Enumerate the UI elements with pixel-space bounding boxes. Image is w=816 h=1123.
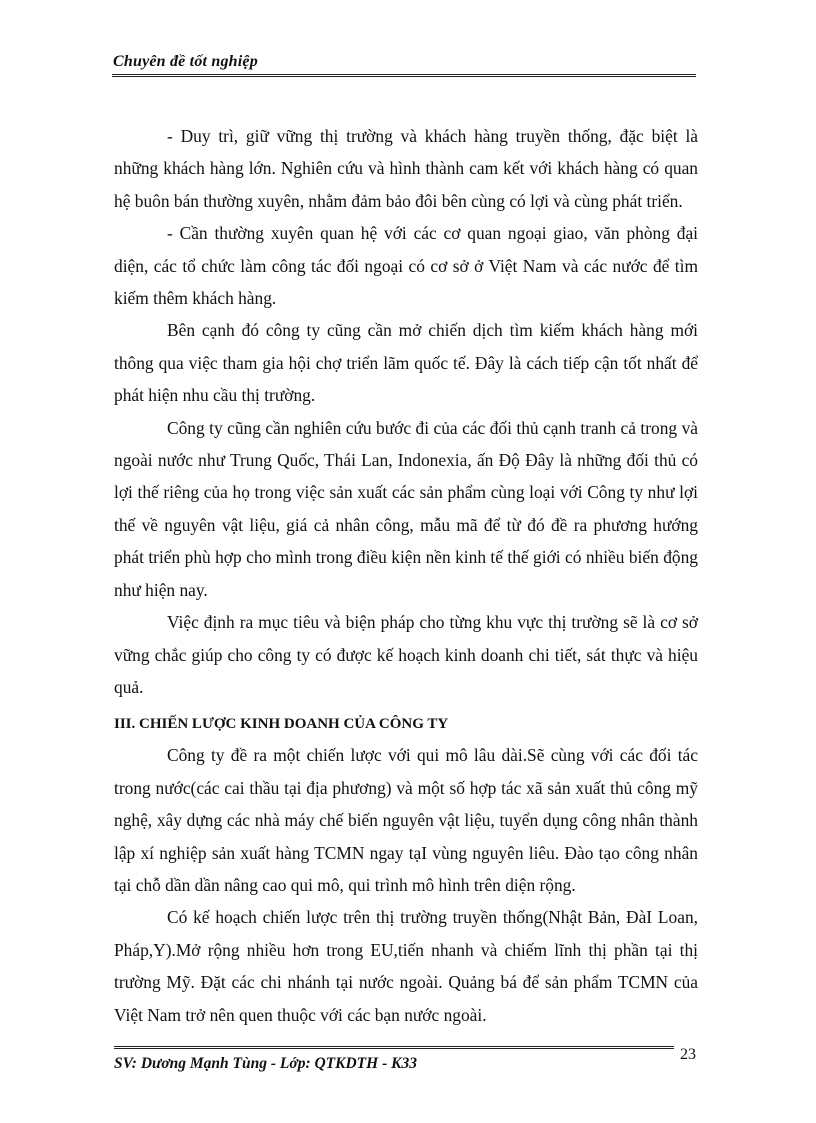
paragraph: - Cần thường xuyên quan hệ với các cơ quan ngoại giao, văn phòng đại diện, các tổ chức làm công tác đối ngoại có cơ sở ở Việt Nam và các nước để tìm kiếm thêm khách hàng. bbox=[114, 223, 698, 309]
page-footer bbox=[114, 1046, 674, 1077]
page-number: 23 bbox=[680, 1046, 696, 1063]
header-title: Chuyên đề tốt nghiệp bbox=[113, 53, 258, 70]
paragraph: Công ty đề ra một chiến lược với qui mô lâu dài.Sẽ cùng với các đối tác trong nước(các cai thầu tại địa phương) và một số hợp tác xã sản xuất thủ công mỹ nghệ, xây dựng các nhà máy chế biến nguyên vật liệu, tuyển dụng công nhân thành lập xí nghiệp sản xuất hàng TCMN ngay tạI vùng nguyên liêu. Đào tạo công nhân tại chỗ dần dần nâng cao qui mô, qui trình mô hình trên diện rộng. bbox=[114, 745, 698, 895]
page-header bbox=[112, 44, 696, 77]
paragraph: Bên cạnh đó công ty cũng cần mở chiến dịch tìm kiếm khách hàng mới thông qua việc tham gia hội chợ triển lãm quốc tế. Đây là cách tiếp cận tốt nhất để phát hiện nhu cầu thị trường. bbox=[114, 320, 698, 406]
paragraph: - Duy trì, giữ vững thị trường và khách hàng truyền thống, đặc biệt là những khách hàng lớn. Nghiên cứu và hình thành cam kết với khách hàng có quan hệ buôn bán thường xuyên, nhằm đảm bảo đôi bên cùng có lợi và cùng phát triển. bbox=[114, 126, 698, 211]
document-body bbox=[114, 120, 698, 1031]
paragraph: Có kế hoạch chiến lược trên thị trường truyền thống(Nhật Bản, ĐàI Loan, Pháp,Y).Mở rộng nhiều hơn trong EU,tiến nhanh và chiếm lĩnh thị phần tại thị trường Mỹ. Đặt các chi nhánh tại nước ngoài. Quảng bá để sản phẩm TCMN của Việt Nam trở nên quen thuộc với các bạn nước ngoài. bbox=[114, 907, 698, 1025]
paragraph: Công ty cũng cần nghiên cứu bước đi của các đối thủ cạnh tranh cả trong và ngoài nước như Trung Quốc, Thái Lan, Indonexia, ấn Độ Đây là những đối thủ có lợi thế riêng của họ trong việc sản xuất các sản phẩm cùng loại với Công ty như lợi thế về nguyên vật liệu, giá cả nhân công, mẫu mã để từ đó đề ra phương hướng phát triển phù hợp cho mình trong điều kiện nền kinh tế thế giới có nhiều biến động như hiện nay. bbox=[114, 417, 698, 600]
paragraph: Việc định ra mục tiêu và biện pháp cho từng khu vực thị trường sẽ là cơ sở vững chắc giúp cho công ty có được kế hoạch kinh doanh chi tiết, sát thực và hiệu quả. bbox=[114, 612, 698, 697]
section-heading: III. CHIẾN LƯỢC KINH DOANH CỦA CÔNG TY bbox=[114, 716, 449, 733]
footer-author: SV: Dương Mạnh Tùng - Lớp: QTKDTH - K33 bbox=[114, 1055, 417, 1072]
